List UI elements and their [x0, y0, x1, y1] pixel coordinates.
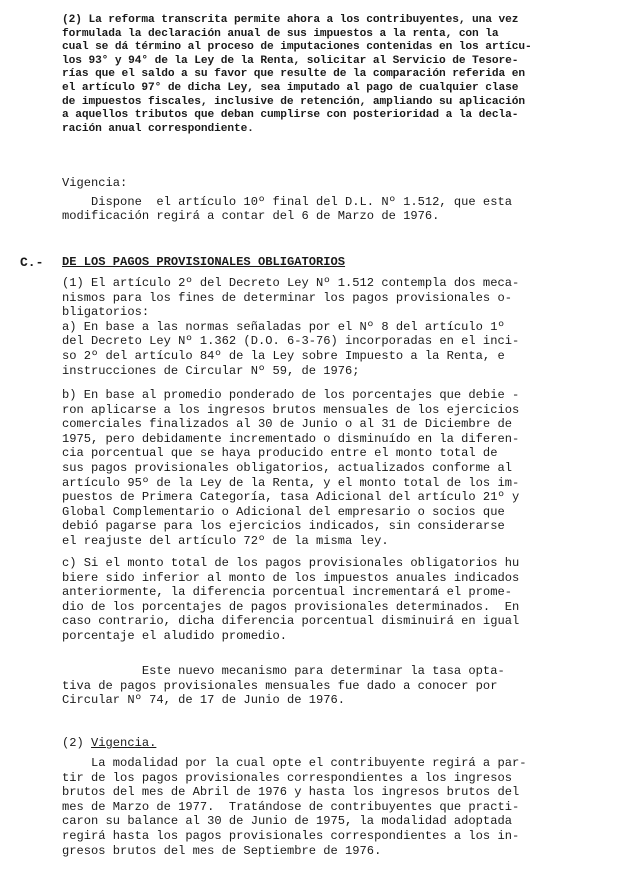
- vigencia-heading: Vigencia:: [62, 176, 128, 190]
- text-line: nismos para los fines de determinar los pagos provisionales o-: [62, 290, 512, 305]
- text-line: ración anual correspondiente.: [62, 122, 254, 135]
- text-line: b) En base al promedio ponderado de los porcentajes que debie -: [62, 388, 520, 402]
- text-line: (1) El artículo 2º del Decreto Ley Nº 1.512 contempla dos meca-: [62, 276, 520, 290]
- section-title-block: [62, 255, 614, 270]
- text-line: tir de los pagos provisionales correspondientes a los ingresos: [62, 770, 512, 785]
- text-line: el reajuste del artículo 72º de la misma ley.: [62, 533, 389, 548]
- text-line: Global Complementario o Adicional del empresario o socios que: [62, 504, 505, 519]
- paragraph-b: [62, 388, 614, 549]
- text-line: (2) La reforma transcrita permite ahora a los contribuyentes, una vez: [62, 14, 519, 26]
- text-line: so 2º del artículo 84º de la Ley sobre Impuesto a la Renta, e: [62, 348, 505, 363]
- text-line: cia porcentual que se haya producido entre el monto total de: [62, 446, 498, 461]
- text-line: modificación regirá a contar del 6 de Marzo de 1976.: [62, 209, 440, 224]
- text-line: a aquellos tributos que deban cumplirse con posterioridad a la decla-: [62, 109, 519, 122]
- vigencia2-heading-block: [62, 736, 614, 751]
- section-title: DE LOS PAGOS PROVISIONALES OBLIGATORIOS: [62, 255, 346, 269]
- text-line: el artículo 97° de dicha Ley, sea imputado al pago de cualquier clase: [62, 81, 519, 94]
- text-line: sus pagos provisionales obligatorios, actualizados conforme al: [62, 460, 512, 475]
- section-marker: C.-: [20, 255, 44, 270]
- text-line: rías que el saldo a su favor que resulte de la comparación referida en: [62, 68, 525, 81]
- text-line: ron aplicarse a los ingresos brutos mensuales de los ejercicios: [62, 402, 520, 417]
- vigencia2-heading-line: [62, 736, 614, 751]
- text-line: Este nuevo mecanismo para determinar la tasa opta-: [62, 664, 505, 678]
- text-line: La modalidad por la cual opte el contribuyente regirá a par-: [62, 756, 527, 770]
- text-line: c) Si el monto total de los pagos provisionales obligatorios hu: [62, 556, 520, 570]
- text-line: biere sido inferior al monto de los impuestos anuales indicados: [62, 570, 520, 585]
- text-line: formulada la declaración anual de sus impuestos a la renta, con la: [62, 27, 499, 40]
- text-line: de impuestos fiscales, inclusive de retención, ampliando su aplicación: [62, 95, 525, 108]
- vigencia2-heading: Vigencia.: [91, 736, 157, 750]
- paragraph-modalidad: [62, 756, 614, 858]
- text-line: del Decreto Ley Nº 1.362 (D.O. 6-3-76) incorporadas en el inci-: [62, 334, 520, 349]
- text-line: los 93° y 94° de la Ley de la Renta, solicitar al Servicio de Tesore-: [62, 54, 519, 67]
- text-line: brutos del mes de Abril de 1976 y hasta los ingresos brutos del: [62, 785, 520, 800]
- text-line: debió pagarse para los ejercicios indicados, sin considerarse: [62, 519, 505, 534]
- text-line: caron su balance al 30 de Junio de 1975, la modalidad adoptada: [62, 814, 512, 829]
- paragraph-decreto: [62, 276, 614, 378]
- text-line: instrucciones de Circular Nº 59, de 1976;: [62, 363, 360, 378]
- text-line: mes de Marzo de 1977. Tratándose de contribuyentes que practi-: [62, 799, 520, 814]
- text-line: comerciales finalizados al 30 de Junio o al 31 de Diciembre de: [62, 417, 512, 432]
- text-line: artículo 95º de la Ley de la Renta, y el monto total de los im-: [62, 475, 520, 490]
- text-line: porcentaje el aludido promedio.: [62, 628, 287, 643]
- text-line: Circular Nº 74, de 17 de Junio de 1976.: [62, 693, 346, 708]
- paragraph-c: [62, 556, 614, 644]
- paragraph-mecanismo: [62, 664, 614, 708]
- text-line: 1975, pero debidamente incrementado o disminuído en la diferen-: [62, 431, 520, 446]
- text-line: regirá hasta los pagos provisionales correspondientes a los in-: [62, 828, 520, 843]
- text-line: gresos brutos del mes de Septiembre de 1976.: [62, 843, 382, 858]
- text-line: caso contrario, dicha diferencia porcentual disminuirá en igual: [62, 614, 520, 629]
- paragraph-reforma: [62, 14, 614, 136]
- text-line: a) En base a las normas señaladas por el Nº 8 del artículo 1º: [62, 319, 505, 334]
- vigencia-section: [62, 176, 614, 224]
- text-line: bligatorios:: [62, 305, 150, 320]
- text-line: anteriormente, la diferencia porcentual incrementará el prome-: [62, 585, 512, 600]
- text-line: dio de los porcentajes de pagos provisionales determinados. En: [62, 599, 520, 614]
- text-line: tiva de pagos provisionales mensuales fue dado a conocer por: [62, 678, 498, 693]
- text-line: cual se dá término al proceso de imputaciones contenidas en los artícu-: [62, 41, 532, 54]
- text-line: puestos de Primera Categoría, tasa Adicional del artículo 21º y: [62, 490, 520, 505]
- text-line: Dispone el artículo 10º final del D.L. Nº 1.512, que esta: [62, 194, 512, 209]
- vigencia2-number: (2): [62, 736, 92, 750]
